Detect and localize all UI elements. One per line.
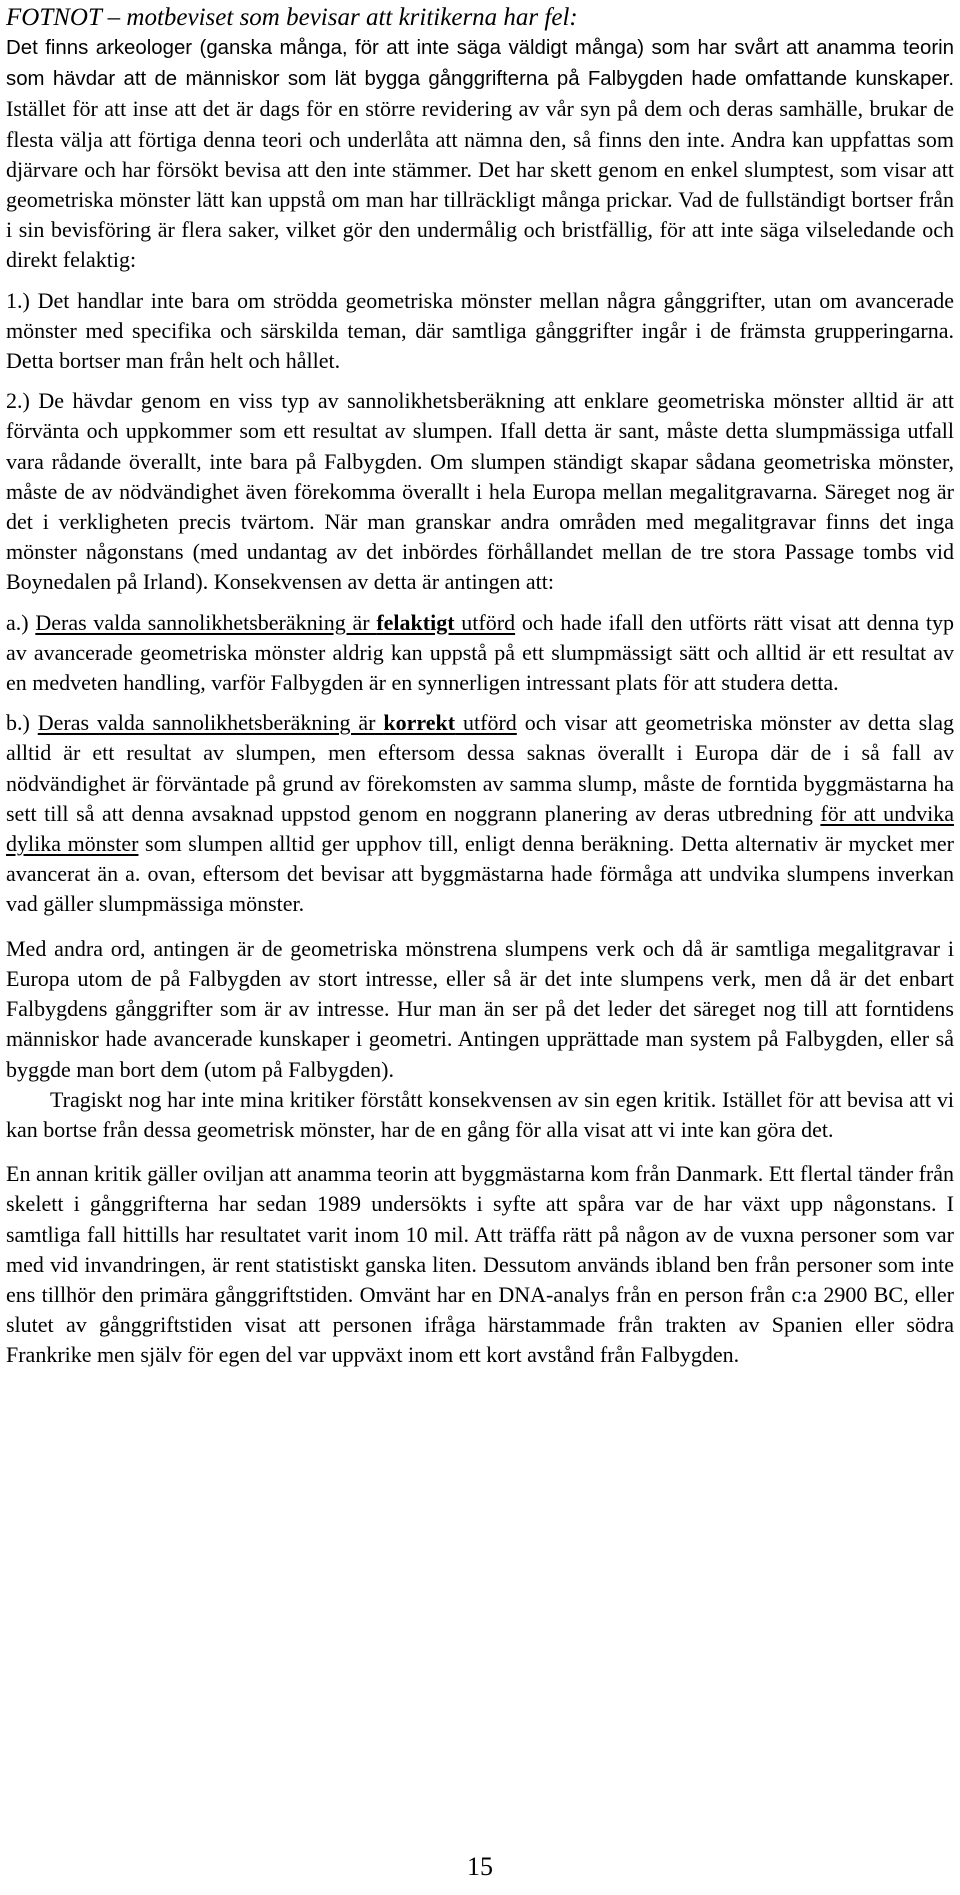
- criticism-paragraph: En annan kritik gäller oviljan att anamma teorin att byggmästarna kom från Danmark. Ett flertal tänder från skelett i gånggrifterna har sedan 1989 undersökts i syfte att spåra var de har växt upp någonstans. I samtliga fall hittills har resultatet varit inom 10 mil. Att träffa rätt på någon av de vuxna personer som var med vid invandringen, är rent statistiskt ganska liten. Dessutom används ibland ben från personer som inte ens tillhör den primära gånggriftstiden. Omvänt har en DNA-analys från en person från c:a 2900 BC, eller slutet av gånggriftstiden visat att personen ifråga härstammade från trakten av Spanien eller södra Frankrike men själv för egen del var uppväxt inom ett kort avstånd från Falbygden.: [6, 1161, 954, 1368]
- intro-serif-text: Istället för att inse att det är dags för en större revidering av vår syn på dem och deras samhälle, brukar de flesta välja att förtiga denna teori och underlåta att nämna den, så finns den inte. Andra kan uppfattas som djärvare och har försökt bevisa att den inte stämmer. Det har skett genom en enkel slumptest, som visar att geometriska mönster lätt kan uppstå om man har tillräckligt många prickar. Vad de fullständigt bortser från i sin bevisföring är flera saker, vilket gör den undermålig och bristfällig, för att inte säga vilseledande och direkt felaktig:: [6, 96, 954, 273]
- point-a-rest: och hade ifall den utförts rätt visat att denna typ av avancerade geometriska mönster aldrig kan uppstå på ett slumpmässigt sätt och alltid är ett resultat av en medveten handling, varför Falbygden är en synnerligen intressant plats för att studera detta.: [6, 609, 954, 696]
- point-a-paragraph: [6, 608, 954, 699]
- point-b-underline-part1: Deras valda sannolikhetsberäkning är: [37, 710, 384, 736]
- point-b-prefix: b.): [6, 710, 38, 736]
- intro-paragraph: [6, 32, 954, 276]
- point-a-underlined-text: [35, 610, 515, 635]
- page-number: 15: [467, 1852, 493, 1881]
- point-1-paragraph: 1.) Det handlar inte bara om strödda geometriska mönster mellan några gånggrifter, utan om avancerade mönster med specifika och särskilda teman, där samtliga gånggrifter ingår i de främsta grupperingarna. Detta bortser man från helt och hållet.: [6, 287, 954, 374]
- point-b-underline-part2: utförd: [455, 710, 517, 736]
- point-b-underlined-text: [38, 710, 517, 735]
- footnote-heading: FOTNOT – motbeviset som bevisar att kritikerna har fel:: [6, 4, 578, 31]
- point-b-underlined-phrase: för att undvika dylika mönster: [6, 800, 954, 857]
- point-a-bold-word: felaktigt: [376, 609, 455, 635]
- point-b-bold-word: korrekt: [383, 710, 456, 736]
- point-a-prefix: a.): [6, 609, 36, 635]
- conclusion-paragraph-1: Med andra ord, antingen är de geometriska mönstrena slumpens verk och då är samtliga megalitgravar i Europa utom de på Falbygden av stort intresse, eller så är det inte slumpens verk, men då är det enbart Falbygdens gånggrifter som är av intresse. Hur man än ser på det leder det säreget nog till att forntidens människor hade avancerade kunskaper i geometri. Antingen upprättade man system på Falbygden, eller så byggde man bort dem (utom på Falbygden).: [6, 935, 954, 1082]
- point-b-paragraph: [6, 708, 954, 919]
- document-page: [6, 0, 954, 1371]
- intro-sans-text: Det finns arkeologer (ganska många, för att inte säga väldigt många) som har svårt att anamma teorin som hävdar att de människor som lät bygga gånggrifterna på Falbygden hade omfattande kunskaper.: [6, 37, 954, 91]
- point-b-middle: och visar att geometriska mönster av detta slag alltid är ett resultat av slumpen, men eftersom dessa saknas överallt i Europa där de i så fall av nödvändighet är förväntade på grund av förekomsten av samma slump, måste de forntida byggmästarna ha sett till så att denna avsaknad uppstod genom en noggrann planering av deras utbredning: [6, 710, 955, 826]
- point-2-paragraph: 2.) De hävdar genom en viss typ av sannolikhetsberäkning att enklare geometriska mönster alltid är att förvänta och uppkommer som ett resultat av slumpen. Ifall detta är sant, måste detta slumpmässiga utfall vara rådande överallt, inte bara på Falbygden. Om slumpen ständigt skapar sådana geometriska mönster, måste de av nödvändighet även förekomma överallt i hela Europa mellan megalitgravarna. Säreget nog är det i verkligheten precis tvärtom. När man granskar andra områden med megalitgravar finns det inga mönster någonstans (med undantag av det inbördes förhållandet mellan de tre stora Passage tombs vid Boynedalen på Irland). Konsekvensen av detta är antingen att:: [6, 388, 954, 595]
- point-a-underline-part1: Deras valda sannolikhetsberäkning är: [35, 609, 377, 635]
- conclusion-paragraph-2: Tragiskt nog har inte mina kritiker förstått konsekvensen av sin egen kritik. Istället för att bevisa att vi kan bortse från dessa geometrisk mönster, har de en gång för alla visat att vi inte kan göra det.: [6, 1086, 954, 1142]
- point-a-underline-part2: utförd: [454, 609, 516, 635]
- point-b-rest: som slumpen alltid ger upphov till, enligt denna beräkning. Detta alternativ är mycket mer avancerat än a. ovan, eftersom det bevisar att byggmästarna hade förmåga att undvika slumpens inverkan vad gäller slumpmässiga mönster.: [6, 831, 954, 917]
